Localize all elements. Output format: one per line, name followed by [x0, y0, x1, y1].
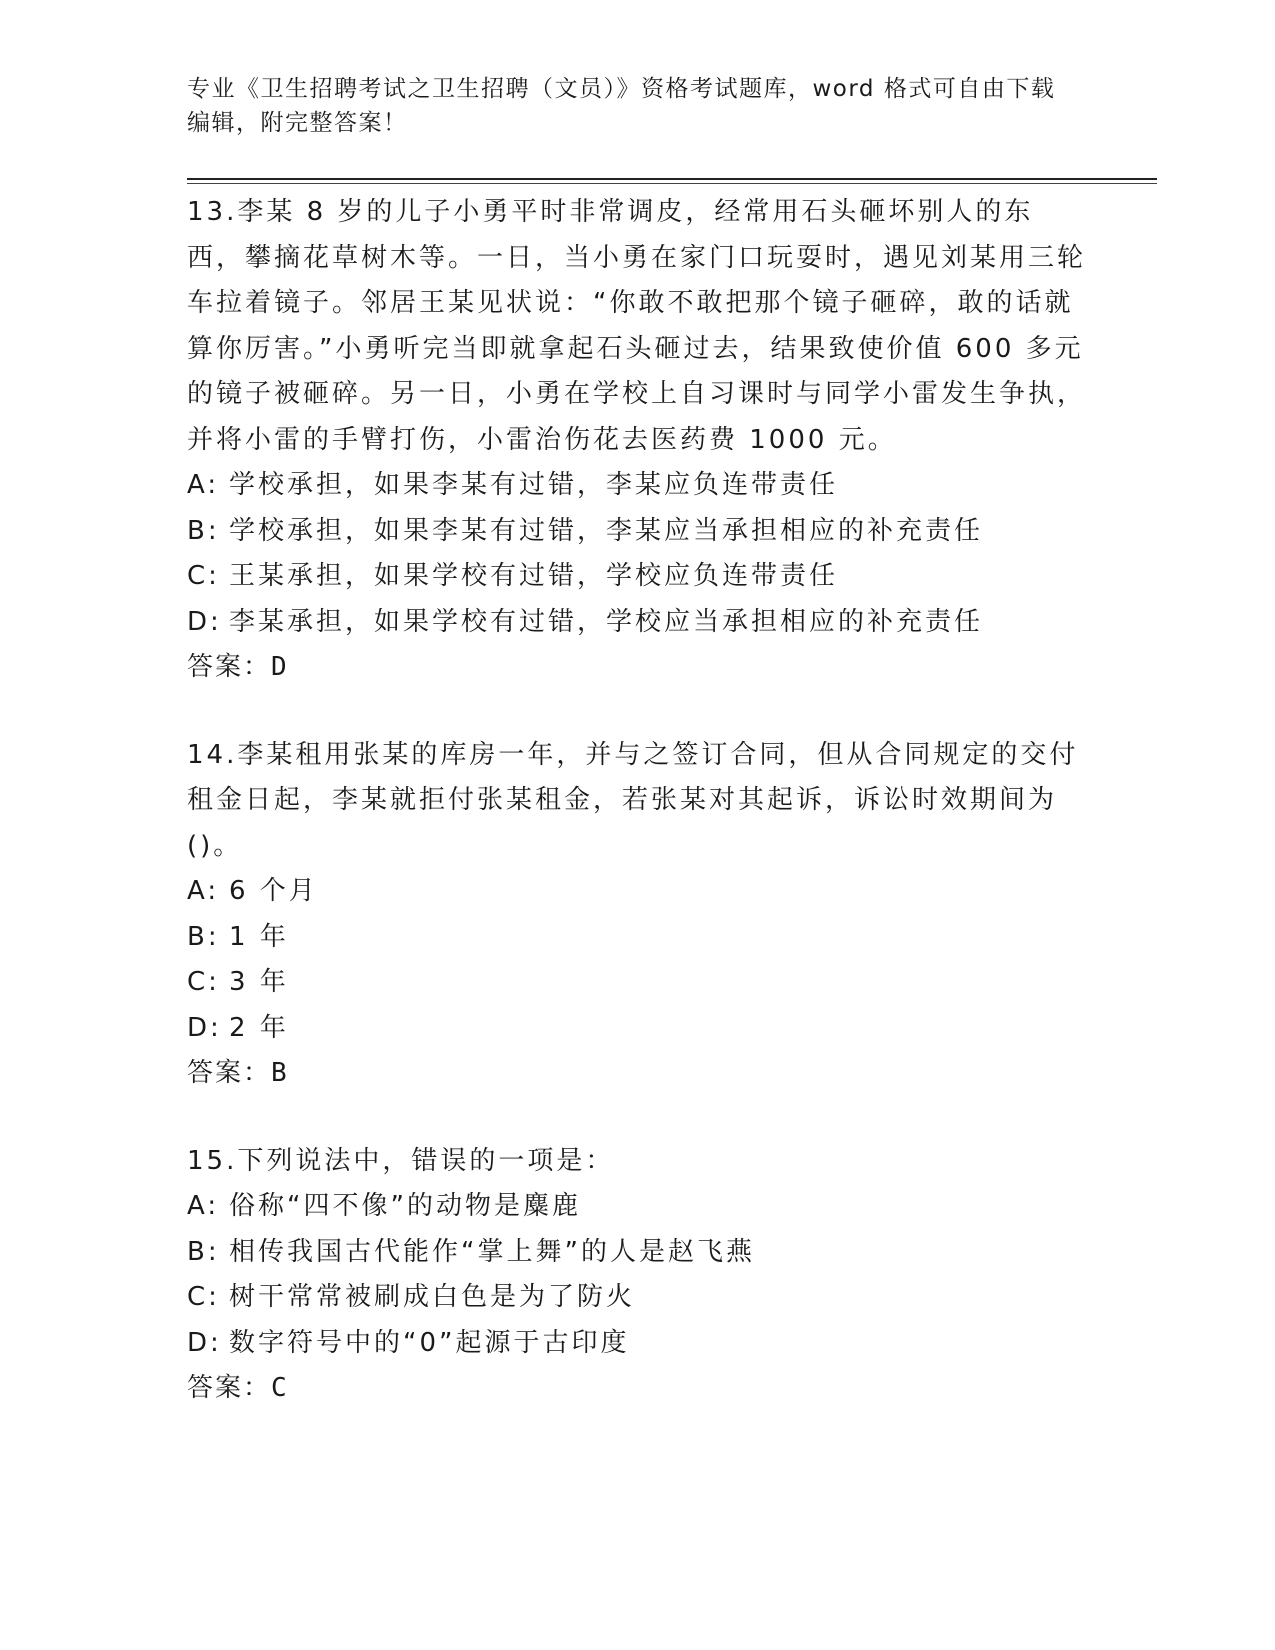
- question-15: [187, 1139, 1087, 1412]
- option-text: 3 年: [229, 967, 289, 997]
- option-text: 6 个月: [229, 876, 318, 906]
- answer-line: 答案：C: [187, 1373, 289, 1403]
- option-d: [187, 1321, 1087, 1367]
- option-b: [187, 1230, 1087, 1276]
- option-key: B:: [187, 921, 220, 952]
- option-text: 树干常常被刷成白色是为了防火: [229, 1282, 636, 1312]
- option-key: B:: [187, 515, 220, 546]
- option-key: B:: [187, 1236, 220, 1267]
- answer-line: 答案：B: [187, 1058, 289, 1088]
- option-text: 2 年: [229, 1012, 289, 1043]
- option-b: [187, 915, 1087, 961]
- option-text: 俗称“四不像”的动物是麋鹿: [229, 1191, 581, 1221]
- question-stem: 14.李某租用张某的库房一年，并与之签订合同，但从合同规定的交付租金日起，李某就拒付张某租金，若张某对其起诉，诉讼时效期间为()。: [187, 739, 1079, 861]
- option-text: 李某承担，如果学校有过错，学校应当承担相应的补充责任: [229, 606, 984, 637]
- option-key: C:: [187, 967, 220, 997]
- question-stem: 15.下列说法中，错误的一项是：: [187, 1145, 615, 1176]
- option-c: [187, 960, 1087, 1006]
- option-key: C:: [187, 1282, 220, 1312]
- option-text: 数字符号中的“0”起源于古印度: [229, 1327, 630, 1358]
- option-c: [187, 1275, 1087, 1321]
- header-text: 专业《卫生招聘考试之卫生招聘（文员）》资格考试题库，word 格式可自由下载编辑，附完整答案！: [187, 76, 1056, 136]
- question-14: [187, 733, 1087, 1097]
- option-a: [187, 463, 1087, 509]
- option-text: 相传我国古代能作“掌上舞”的人是赵飞燕: [229, 1236, 755, 1267]
- option-key: C:: [187, 561, 220, 591]
- question-13: [187, 190, 1087, 691]
- option-key: D:: [187, 606, 222, 637]
- question-list: [187, 190, 1087, 1454]
- answer-line: 答案：D: [187, 652, 289, 682]
- option-a: [187, 869, 1087, 915]
- document-header: [187, 72, 1067, 140]
- option-key: A:: [187, 876, 220, 906]
- option-c: [187, 554, 1087, 600]
- option-text: 学校承担，如果李某有过错，李某应当承担相应的补充责任: [229, 515, 984, 546]
- header-divider: [187, 178, 1157, 180]
- option-text: 1 年: [229, 921, 289, 952]
- option-d: [187, 600, 1087, 646]
- option-text: 学校承担，如果李某有过错，李某应负连带责任: [229, 470, 839, 500]
- question-stem: 13.李某 8 岁的儿子小勇平时非常调皮，经常用石头砸坏别人的东西，攀摘花草树木等。一日，当小勇在家门口玩耍时，遇见刘某用三轮车拉着镜子。邻居王某见状说：“你敢不敢把那个镜子砸碎，敢的话就算你厉害。”小勇听完当即就拿起石头砸过去，结果致使价值 600 多元的镜子被砸碎。另一日，小勇在学校上自习课时与同学小雷发生争执，并将小雷的手臂打伤，小雷治伤花去医药费 1000 元。: [187, 197, 1087, 455]
- option-key: A:: [187, 470, 220, 500]
- option-b: [187, 509, 1087, 555]
- header-divider-thin: [187, 183, 1157, 184]
- option-d: [187, 1006, 1087, 1052]
- option-key: D:: [187, 1327, 222, 1358]
- option-a: [187, 1184, 1087, 1230]
- option-key: A:: [187, 1191, 220, 1221]
- option-key: D:: [187, 1012, 222, 1043]
- option-text: 王某承担，如果学校有过错，学校应负连带责任: [229, 561, 839, 591]
